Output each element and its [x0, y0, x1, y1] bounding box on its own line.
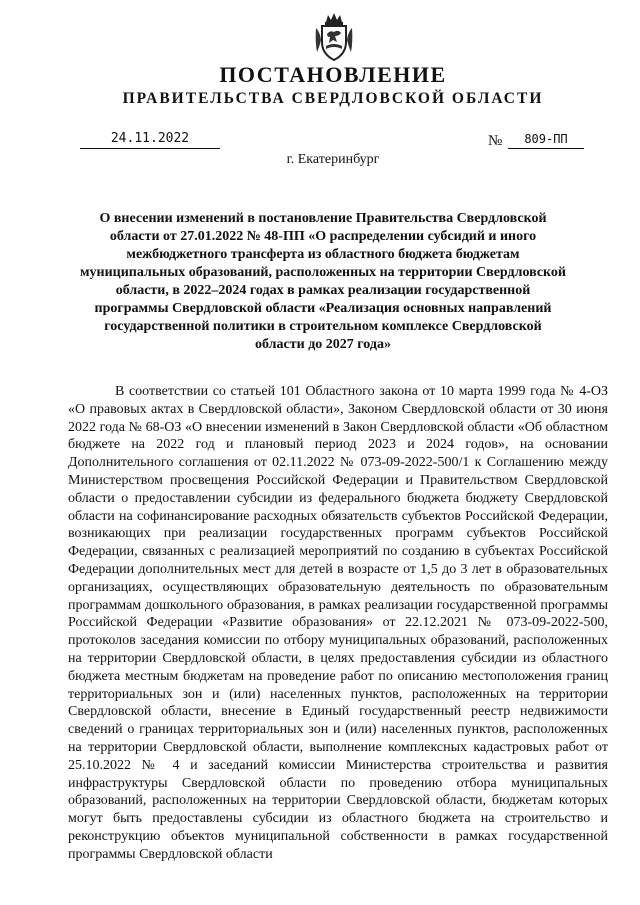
- number-underline: [508, 148, 584, 149]
- coat-of-arms-emblem-icon: [314, 12, 354, 62]
- document-title: ПОСТАНОВЛЕНИЕ: [219, 62, 447, 87]
- number-label: №: [488, 133, 503, 149]
- date-underline: [80, 148, 220, 149]
- document-heading: О внесении изменений в постановление Правительства Свердловской области от 27.01.2022 № 48-ПП «О распределении субсидий и иного межбюджетного трансферта из областного бюджета бюджетам муниципальных образований, расположенных на территории Свердловской области, в 2022–2024 годах в рамках реализации государственной программы Свердловской области «Реализация основных направлений государственной политики в строительном комплексе Свердловской области до 2027 года»: [80, 211, 566, 352]
- document-number: 809-ПП: [524, 132, 568, 146]
- document-issuer: ПРАВИТЕЛЬСТВА СВЕРДЛОВСКОЙ ОБЛАСТИ: [122, 90, 544, 107]
- document-date: 24.11.2022: [110, 131, 190, 146]
- document-body-paragraph: В соответствии со статьей 101 Областного закона от 10 марта 1999 года № 4-ОЗ «О правовых актах в Свердловской области», Законом Свердловской области от 30 июня 2022 года № 68-ОЗ «О внесении изменений в Закон Свердловской области «Об областном бюджете на 2022 год и плановый период 2023 и 2024 годов», на основании Дополнительного соглашения от 02.11.2022 № 073-09-2022-500/1 к Соглашению между Министерством просвещения Российской Федерации и Правительством Свердловской области о предоставлении субсидии из федерального бюджета бюджету Свердловской области на софинансирование расходных обязательств субъектов Российской Федерации, возникающих при реализации государственных программ субъектов Российской Федерации, связанных с реализацией мероприятий по созданию в субъектах Российской Федерации дополнительных мест для детей в возрасте от 1,5 до 3 лет в образовательных организациях, осуществляющих образовательную деятельность по образовательным программам дошкольного образования, в рамках реализации государственной программы Российской Федерации «Развитие образования» от 22.12.2021 № 073-09-2022-500, протоколов заседания комиссии по отбору муниципальных образований, расположенных на территории Свердловской области, в целях предоставления субсидии из областного бюджета местным бюджетам на проведение работ по описанию местоположения границ территориальных зон и (или) населенных пунктов, расположенных на территории Свердловской области, внесение в Единый государственный реестр недвижимости сведений о границах территориальных зон и (или) населенных пунктов, расположенных на территории Свердловской области, выполнение комплексных кадастровых работ от 25.10.2022 № 4 и заседаний комиссии Министерства строительства и развития инфраструктуры Свердловской области по проведению отбора муниципальных образований, расположенных на территории Свердловской области, бюджетам которых могут быть предоставлены субсидии из областного бюджета на строительство и реконструкцию объектов муниципальной собственности в рамках государственной программы Свердловской области: [68, 384, 608, 862]
- document-city: г. Екатеринбург: [286, 152, 380, 167]
